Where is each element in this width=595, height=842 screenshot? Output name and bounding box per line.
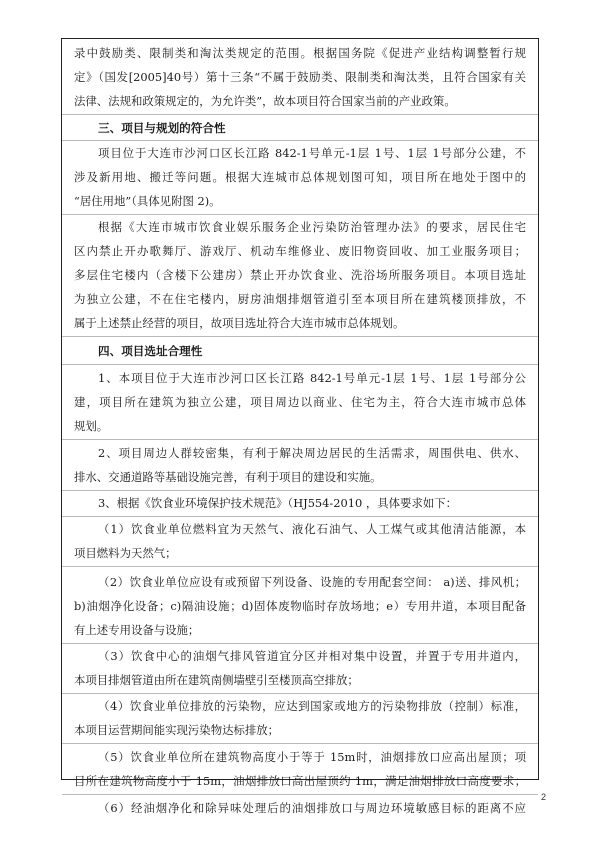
text-line: 根据《大连市城市饮食业娱乐服务企业污染防治管理办法》的要求，居民住宅 [98, 220, 526, 234]
text-line: 建，项目所在建筑为独立公建，项目周边以商业、住宅为主，符合大连市城市总体 [74, 395, 526, 409]
row-divider [62, 566, 538, 567]
text-line: （2）饮食业单位应设有或预留下列设备、设施的专用配套空间： a)送、排风机； [98, 575, 526, 589]
text-line: （5）饮食业单位所在建筑物高度小于等于 15m时，油烟排放口应高出屋顶；项 [98, 750, 526, 764]
text-line: （1）饮食业单位燃料宜为天然气、液化石油气、人工煤气或其他清洁能源，本 [98, 522, 526, 536]
page-number: 2 [541, 792, 547, 802]
row-divider [62, 794, 538, 795]
text-line: 目所在建筑物高度小于 15m，油烟排放口高出屋顶约 1m，满足油烟排放口高度要求； [74, 774, 526, 788]
row-divider [62, 364, 538, 365]
row-divider [62, 743, 538, 744]
row-divider [62, 336, 538, 337]
text-line: 本项目运营期间能实现污染物达标排放； [74, 723, 280, 737]
text-line: 法律、法规和政策规定的，为允许类”，故本项目符合国家当前的产业政策。 [74, 94, 456, 108]
section-heading: 三、项目与规划的符合性 [98, 121, 226, 135]
text-line: b)油烟净化设备；c)隔油设施；d)固体废物临时存放场地；e）专用井道，本项目配备 [74, 599, 526, 613]
text-line: （4）饮食业单位排放的污染物，应达到国家或地方的污染物排放（控制）标准， [98, 699, 526, 713]
text-line: 规划。 [74, 419, 109, 433]
text-line: 3、根据《饮食业环境保护技术规范》（HJ554-2010 ，具体要求如下： [98, 496, 458, 510]
text-line: “居住用地”（具体见附图 2)。 [74, 194, 221, 208]
text-line: 为独立公建，不在住宅楼内，厨房油烟排烟管道引至本项目所在建筑楼顶排放，不 [74, 292, 526, 306]
text-line: 多层住宅楼内（含楼下公建房）禁止开办饮食业、洗浴场所服务项目。本项目选址 [74, 268, 526, 282]
text-line: 项目燃料为天然气； [74, 546, 177, 560]
text-line: （3）饮食中心的油烟气排风管道宜分区并相对集中设置，并置于专用井道内， [98, 649, 526, 663]
text-line: 有上述专用设备与设施； [74, 623, 200, 637]
text-line: 属于上述禁止经营的项目，故项目选址符合大连市城市总体规划。 [74, 316, 405, 330]
text-line: 本项目排烟管道由所在建筑南侧墙壁引至楼顶高空排放； [74, 673, 359, 687]
text-line: 区内禁止开办歌舞厅、游戏厅、机动车维修业、废旧物资回收、加工业服务项目； [74, 244, 526, 258]
row-divider [62, 114, 538, 115]
text-line: （6）经油烟净化和除异味处理后的油烟排放口与周边环境敏感目标的距离不应 [98, 801, 526, 815]
text-line: 项目位于大连市沙河口区长江路 842-1号单元-1层 1号、1层 1号部分公建，不 [98, 146, 526, 160]
text-line: 涉及新用地、搬迁等问题。根据大连城市总体规划图可知，项目所在地处于图中的 [74, 170, 526, 184]
text-line: 定》（国发[2005]40号）第十三条“不属于鼓励类、限制类和淘汰类，且符合国家有关 [74, 70, 526, 84]
section-heading: 四、项目选址合理性 [98, 344, 203, 358]
text-line: 1、本项目位于大连市沙河口区长江路 842-1号单元-1层 1号、1层 1号部分公 [98, 371, 526, 385]
document-frame [61, 38, 539, 815]
text-line: 录中鼓励类、限制类和淘汰类规定的范围。根据国务院《促进产业结构调整暂行规 [74, 46, 526, 60]
text-line: 2、项目周边人群较密集，有利于解决周边居民的生活需求，周围供电、供水、 [98, 446, 526, 460]
row-divider [62, 439, 538, 440]
text-line: 排水、交通道路等基础设施完善，有利于项目的建设和实施。 [74, 470, 382, 484]
